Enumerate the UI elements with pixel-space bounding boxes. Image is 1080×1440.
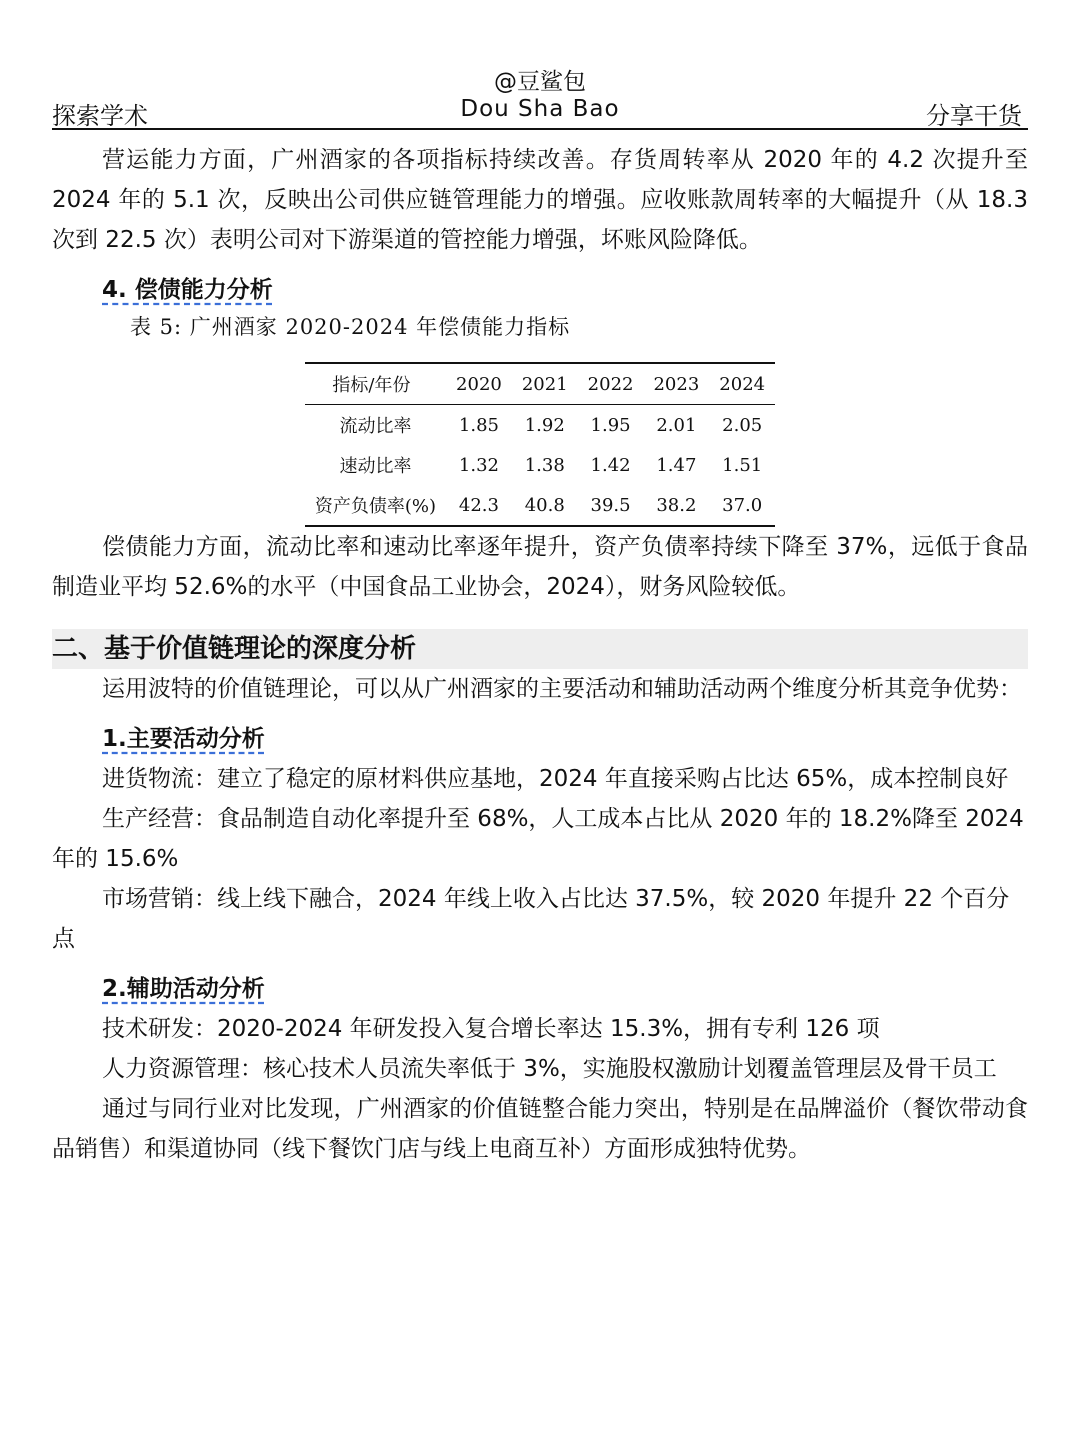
- table-cell: 39.5: [578, 485, 644, 526]
- table-header-cell: 2021: [512, 363, 578, 405]
- table-cell: 1.42: [590, 454, 631, 476]
- table-row: [305, 405, 775, 446]
- table-cell: 流动比率: [339, 416, 412, 437]
- table-cell: 1.85: [458, 414, 499, 436]
- table-cell: 1.47: [656, 454, 697, 476]
- table-caption: 表 5: 广州酒家 2020-2024 年偿债能力指标: [130, 315, 571, 339]
- operation-paragraph: 营运能力方面，广州酒家的各项指标持续改善。存货周转率从 2020 年的 4.2 次提升至 2024 年的 5.1 次，反映出公司供应链管理能力的增强。应收账款周转率的大幅提升（从 18.3 次到 22.5 次）表明公司对下游渠道的管控能力增强，坏账风险降低。: [52, 147, 1028, 253]
- table-cell: 1.32: [458, 454, 499, 476]
- table-header-cell: 2024: [709, 363, 775, 405]
- marketing-paragraph: 市场营销：线上线下融合，2024 年线上收入占比达 37.5%，较 2020 年提升 22 个百分点: [52, 886, 1010, 952]
- hr-paragraph: 人力资源管理：核心技术人员流失率低于 3%，实施股权激励计划覆盖管理层及骨干员工: [102, 1056, 997, 1082]
- value-chain-intro-paragraph: 运用波特的价值链理论，可以从广州酒家的主要活动和辅助活动两个维度分析其竞争优势：: [102, 676, 1022, 702]
- table-cell: 速动比率: [339, 456, 412, 477]
- header-rule: [52, 128, 1028, 130]
- header-left-label: 探索学术: [52, 102, 148, 130]
- support-activities-heading: 2.辅助活动分析: [102, 976, 265, 1002]
- table-cell: 资产负债率(%): [305, 485, 446, 526]
- document-body: [52, 140, 1028, 1169]
- table-cell: 40.8: [512, 485, 578, 526]
- primary-activities-heading: 1.主要活动分析: [102, 726, 265, 752]
- table-header-cell: 2023: [643, 363, 709, 405]
- table-header-row: [305, 363, 775, 405]
- table-cell: 2.01: [656, 414, 697, 436]
- conclusion-paragraph: 通过与同行业对比发现，广州酒家的价值链整合能力突出，特别是在品牌溢价（餐饮带动食品销售）和渠道协同（线下餐饮门店与线上电商互补）方面形成独特优势。: [52, 1096, 1028, 1162]
- table-header-cell: 2022: [578, 363, 644, 405]
- solvency-section-heading: 4. 偿债能力分析: [102, 277, 273, 303]
- table-cell: 1.38: [524, 454, 565, 476]
- table-cell: 37.0: [709, 485, 775, 526]
- table-cell: 42.3: [446, 485, 512, 526]
- section-two-heading: 二、基于价值链理论的深度分析: [52, 629, 1028, 669]
- header-romanized-name: Dou Sha Bao: [460, 96, 620, 122]
- table-cell: 1.51: [722, 454, 763, 476]
- solvency-table: [305, 362, 775, 527]
- table-row: [305, 485, 775, 526]
- table-row: [305, 445, 775, 485]
- table-cell: 2.05: [722, 414, 763, 436]
- inbound-logistics-paragraph: 进货物流：建立了稳定的原材料供应基地，2024 年直接采购占比达 65%，成本控制良好: [102, 766, 1009, 792]
- table-header-cell: 2020: [446, 363, 512, 405]
- table-cell: 1.95: [590, 414, 631, 436]
- header-right-label: 分享干货: [926, 102, 1022, 130]
- table-header-cell: 指标/年份: [305, 363, 446, 405]
- header-author: @豆鲨包: [494, 69, 586, 95]
- rnd-paragraph: 技术研发：2020-2024 年研发投入复合增长率达 15.3%，拥有专利 126 项: [102, 1016, 880, 1042]
- solvency-paragraph: 偿债能力方面，流动比率和速动比率逐年提升，资产负债率持续下降至 37%，远低于食品制造业平均 52.6%的水平（中国食品工业协会，2024），财务风险较低。: [52, 534, 1028, 600]
- table-cell: 38.2: [643, 485, 709, 526]
- table-cell: 1.92: [524, 414, 565, 436]
- production-paragraph: 生产经营：食品制造自动化率提升至 68%，人工成本占比从 2020 年的 18.2%降至 2024 年的 15.6%: [52, 806, 1024, 872]
